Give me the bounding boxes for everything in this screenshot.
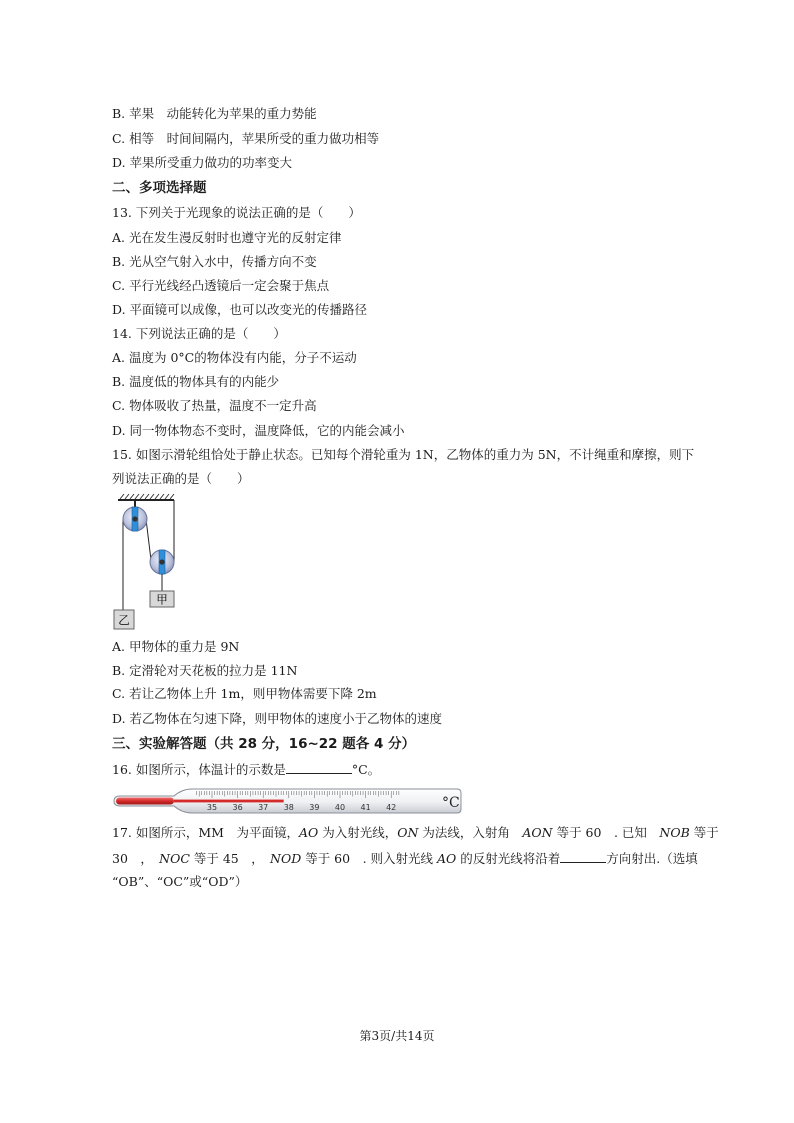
q17-text-4: 等于 60 . 已知 <box>552 825 660 840</box>
section-heading-multiple-choice: 二、多项选择题 <box>112 180 207 196</box>
question-13: 13. 下列关于光现象的说法正确的是（ ） <box>112 205 361 220</box>
scale-tick-label: 37 <box>258 803 269 812</box>
option-a-q14: A. 温度为 0°C的物体没有内能，分子不运动 <box>112 350 357 365</box>
option-c-q14: C. 物体吸收了热量，温度不一定升高 <box>112 398 317 413</box>
block-yi-label: 乙 <box>118 613 130 627</box>
option-b-q12: B. 苹果 动能转化为苹果的重力势能 <box>112 106 317 121</box>
option-b-q13: B. 光从空气射入水中，传播方向不变 <box>112 254 317 269</box>
option-d-q12: D. 苹果所受重力做功的功率变大 <box>112 155 293 170</box>
fixed-pulley <box>123 507 147 531</box>
question-17-line3: “OB”、“OC”或“OD”） <box>112 874 248 889</box>
scale-tick-label: 42 <box>386 803 397 812</box>
q17-text-7: 等于 45 ， <box>189 851 271 866</box>
q17-text-1: 17. 如图所示，MM 为平面镜， <box>112 825 299 840</box>
section-heading-experiment: 三、实验解答题（共 28 分，16~22 题各 4 分） <box>112 736 416 752</box>
option-a-q13: A. 光在发生漫反射时也遵守光的反射定律 <box>112 230 342 245</box>
option-a-q15: A. 甲物体的重力是 9N <box>112 639 240 654</box>
pulley-system-figure <box>112 490 192 632</box>
answer-blank-17[interactable] <box>560 850 606 863</box>
scale-tick-label: 35 <box>206 803 218 812</box>
page-footer: 第3页/共14页 <box>359 1029 435 1043</box>
question-17-line1 <box>112 825 719 841</box>
block-yi <box>114 610 134 629</box>
block-jia <box>150 591 174 607</box>
q17-symbol-aon: AON <box>522 825 553 840</box>
question-15-line2: 列说法正确的是（ ） <box>112 471 250 486</box>
q17-text-9: 的反射光线将沿着 <box>456 851 561 866</box>
scale-tick-label: 38 <box>283 803 294 812</box>
question-16-text: 16. 如图所示，体温计的示数是 <box>112 762 286 777</box>
question-15-line1: 15. 如图示滑轮组恰处于静止状态。已知每个滑轮重为 1N，乙物体的重力为 5N，不计绳重和摩擦，则下 <box>112 447 695 462</box>
q17-text-10: 方向射出.（选填 <box>606 851 698 866</box>
block-jia-label: 甲 <box>156 592 168 607</box>
question-17-line2 <box>112 850 698 867</box>
movable-pulley <box>150 550 174 591</box>
option-b-q14: B. 温度低的物体具有的内能少 <box>112 374 280 389</box>
thermometer-unit-label: °C <box>442 795 460 811</box>
option-c-q13: C. 平行光线经凸透镜后一定会聚于焦点 <box>112 278 330 293</box>
q17-symbol-on: ON <box>397 825 419 840</box>
option-d-q14: D. 同一物体物态不变时，温度降低，它的内能会减小 <box>112 423 405 438</box>
option-d-q15: D. 若乙物体在匀速下降，则甲物体的速度小于乙物体的速度 <box>112 711 443 726</box>
q17-text-6: 30 ， <box>112 851 160 866</box>
q17-text-2: 为入射光线， <box>318 825 398 840</box>
q17-symbol-ao: AO <box>298 825 319 840</box>
q17-symbol-ao-2: AO <box>437 851 457 866</box>
option-b-q15: B. 定滑轮对天花板的拉力是 11N <box>112 663 298 678</box>
option-c-q15: C. 若让乙物体上升 1m，则甲物体需要下降 2m <box>112 686 377 701</box>
q17-symbol-noc: NOC <box>159 851 190 866</box>
question-14: 14. 下列说法正确的是（ ） <box>112 326 286 341</box>
thermometer-figure <box>112 787 462 815</box>
q17-symbol-nob: NOB <box>659 825 690 840</box>
option-d-q13: D. 平面镜可以成像，也可以改变光的传播路径 <box>112 302 368 317</box>
thermometer-bulb <box>116 798 174 805</box>
answer-blank-16[interactable] <box>286 761 352 774</box>
scale-tick-label: 36 <box>232 803 243 812</box>
scale-tick-label: 40 <box>334 803 346 812</box>
question-16-unit: °C。 <box>351 762 381 777</box>
option-c-q12: C. 相等 时间间隔内，苹果所受的重力做功相等 <box>112 131 380 146</box>
q17-text-3: 为法线，入射角 <box>418 825 523 840</box>
mercury-column <box>174 800 284 803</box>
q17-text-8: 等于 60 . 则入射光线 <box>301 851 438 866</box>
ceiling-hatch <box>118 494 174 500</box>
question-16 <box>112 761 380 778</box>
scale-tick-label: 39 <box>309 803 320 812</box>
q17-symbol-nod: NOD <box>270 851 302 866</box>
q17-text-5: 等于 <box>689 825 719 840</box>
scale-tick-label: 41 <box>360 803 371 812</box>
